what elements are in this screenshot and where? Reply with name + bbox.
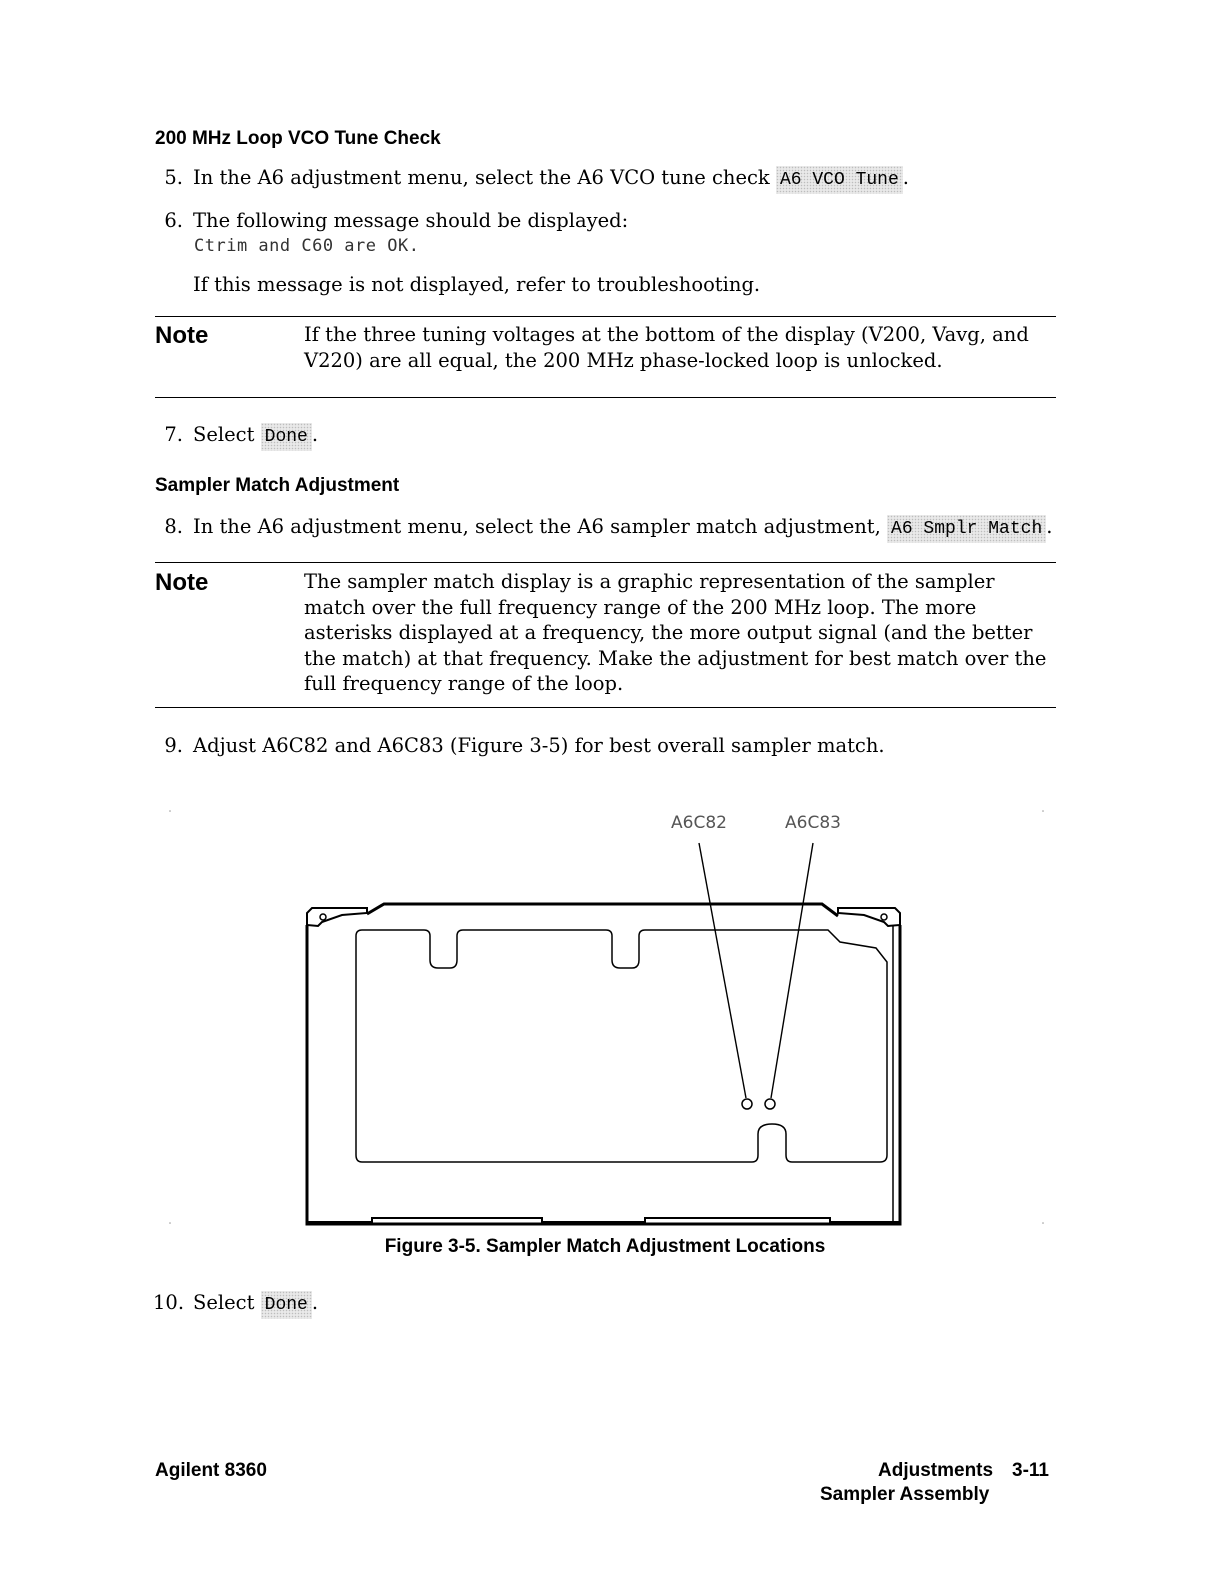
step-text: Select Done . xyxy=(193,1290,318,1319)
capacitor-a6c82 xyxy=(742,1099,752,1109)
housing-outline xyxy=(307,925,900,1224)
label-a6c82: A6C82 xyxy=(671,813,727,833)
housing-top-edge xyxy=(367,904,838,916)
display-message: Ctrim and C60 are OK. xyxy=(194,236,420,256)
softkey-done: Done xyxy=(261,423,312,451)
sampler-board-outline xyxy=(356,930,887,1162)
mount-hole-right xyxy=(881,914,887,920)
step-text: The following message should be displayed: xyxy=(193,209,629,232)
note-label: Note xyxy=(155,569,209,596)
step-text: In the A6 adjustment menu, select the A6 VCO tune check A6 VCO Tune . xyxy=(193,165,909,194)
softkey-a6-smplr-match: A6 Smplr Match xyxy=(887,515,1046,543)
step-text: In the A6 adjustment menu, select the A6 sampler match adjustment, A6 Smplr Match . xyxy=(193,514,1052,543)
housing-bottom-edge xyxy=(307,1218,900,1222)
step-number: 7. xyxy=(164,423,183,446)
corner-mark xyxy=(1042,810,1044,812)
mount-hole-left xyxy=(320,914,326,920)
step-number: 6. xyxy=(164,209,183,232)
label-a6c83: A6C83 xyxy=(785,813,841,833)
footer-chapter-title: Adjustments xyxy=(878,1460,994,1481)
section-heading-sampler-match: Sampler Match Adjustment xyxy=(155,475,400,496)
note-text: If the three tuning voltages at the bottom of the display (V200, Vavg, and V220) are all equal, the 200 MHz phase-locked loop is unlocked. xyxy=(304,323,1029,372)
section-heading-vco-tune: 200 MHz Loop VCO Tune Check xyxy=(155,128,441,149)
note-label: Note xyxy=(155,322,209,349)
leader-line-a6c83 xyxy=(771,843,813,1098)
step-followup-text: If this message is not displayed, refer to troubleshooting. xyxy=(193,273,761,296)
step-number: 10. xyxy=(153,1291,185,1314)
mount-ear-left xyxy=(307,908,367,926)
step-number: 5. xyxy=(164,166,183,189)
mount-ear-right xyxy=(838,908,900,926)
softkey-a6-vco-tune: A6 VCO Tune xyxy=(776,166,903,194)
step-text: Select Done . xyxy=(193,422,318,451)
corner-mark xyxy=(1042,1222,1044,1224)
footer-page-number: 3-11 xyxy=(1012,1460,1049,1481)
figure-caption: Figure 3-5. Sampler Match Adjustment Locations xyxy=(384,1236,826,1257)
step-number: 9. xyxy=(164,734,183,757)
corner-mark xyxy=(169,810,171,812)
footer-product-name: Agilent 8360 xyxy=(155,1460,267,1481)
footer-section-title: Sampler Assembly xyxy=(820,1484,990,1505)
capacitor-a6c83 xyxy=(765,1099,775,1109)
leader-line-a6c82 xyxy=(699,843,746,1098)
note-text: The sampler match display is a graphic representation of the sampler match over the full frequency range of the 200 MHz loop. The more asterisks displayed at a frequency, the more output signal (and the better the match) at that frequency. Make the adjustment for best match over the full frequency range of the loop. xyxy=(304,570,1047,696)
softkey-done: Done xyxy=(261,1291,312,1319)
step-text: Adjust A6C82 and A6C83 (Figure 3-5) for best overall sampler match. xyxy=(193,734,885,757)
corner-mark xyxy=(169,1222,171,1224)
step-number: 8. xyxy=(164,515,183,538)
